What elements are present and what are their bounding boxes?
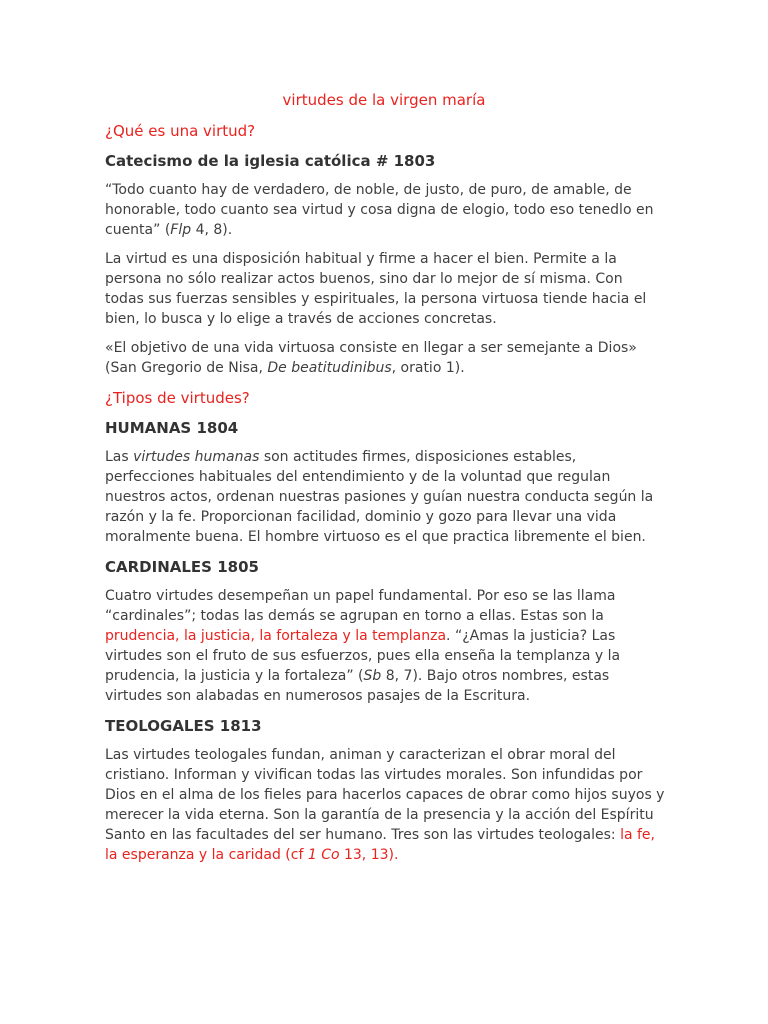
paragraph-teologales: Las virtudes teologales fundan, animan y caracterizan el obrar moral del cristiano. Informan y vivifican todas las virtudes morales. Son infundidas por Dios en el alma de los fieles para hacerlos capaces de obrar como hijos suyos y merecer la vida eterna. Son la garantía de la presencia y la acción del Espíritu Santo en las facultades del ser humano. Tres son las virtudes teologales: la fe, la esperanza y la caridad (cf 1 Co 13, 13). xyxy=(105,747,665,863)
paragraph-cardinales: Cuatro virtudes desempeñan un papel fundamental. Por eso se las llama “cardinales”; todas las demás se agrupan en torno a ellas. Estas son la prudencia, la justicia, la fortaleza y la templanza. “¿Amas la justicia? Las virtudes son el fruto de sus esfuerzos, pues ella enseña la templanza y la prudencia, la justicia y la fortaleza” (Sb 8, 7). Bajo otros nombres, estas virtudes son alabadas en numerosos pasajes de la Escritura. xyxy=(105,588,621,704)
section-heading-cardinales: CARDINALES 1805 xyxy=(105,558,259,576)
paragraph-gregorio-quote: «El objetivo de una vida virtuosa consiste en llegar a ser semejante a Dios» (San Gregorio de Nisa, De beatitudinibus, oratio 1). xyxy=(105,340,637,376)
term-virtudes-humanas: virtudes humanas xyxy=(133,449,260,465)
paragraph-humanas: Las virtudes humanas son actitudes firmes, disposiciones estables, perfecciones habituales del entendimiento y de la voluntad que regulan nuestros actos, ordenan nuestras pasiones y guían nuestra conducta según la razón y la fe. Proporcionan facilidad, dominio y gozo para llevar una vida moralmente buena. El hombre virtuoso es el que practica libremente el bien. xyxy=(105,449,654,545)
reference-flp: Flp xyxy=(170,222,192,238)
theological-virtues-list: la fe, la esperanza y la caridad (cf 1 Co 13, 13). xyxy=(105,827,655,863)
question-heading-tipos: ¿Tipos de virtudes? xyxy=(105,389,250,407)
document-title: virtudes de la virgen maría xyxy=(282,91,486,109)
cardinal-virtues-list: prudencia, la justicia, la fortaleza y la templanza xyxy=(105,628,447,644)
question-heading-virtud: ¿Qué es una virtud? xyxy=(105,122,256,140)
paragraph-quote-flp: “Todo cuanto hay de verdadero, de noble, de justo, de puro, de amable, de honorable, todo cuanto sea virtud y cosa digna de elogio, todo eso tenedlo en cuenta” (Flp 4, 8). xyxy=(105,182,654,238)
paragraph-virtue-definition: La virtud es una disposición habitual y firme a hacer el bien. Permite a la persona no sólo realizar actos buenos, sino dar lo mejor de sí misma. Con todas sus fuerzas sensibles y espirituales, la persona virtuosa tiende hacia el bien, lo busca y lo elige a través de acciones concretas. xyxy=(105,251,647,327)
reference-sb: Sb xyxy=(363,668,382,684)
section-heading-catecismo: Catecismo de la iglesia católica # 1803 xyxy=(105,152,436,170)
section-heading-humanas: HUMANAS 1804 xyxy=(105,419,239,437)
reference-1co: 1 Co xyxy=(307,847,340,863)
document-body xyxy=(105,120,665,874)
work-title: De beatitudinibus xyxy=(267,360,392,376)
section-heading-teologales: TEOLOGALES 1813 xyxy=(105,717,262,735)
